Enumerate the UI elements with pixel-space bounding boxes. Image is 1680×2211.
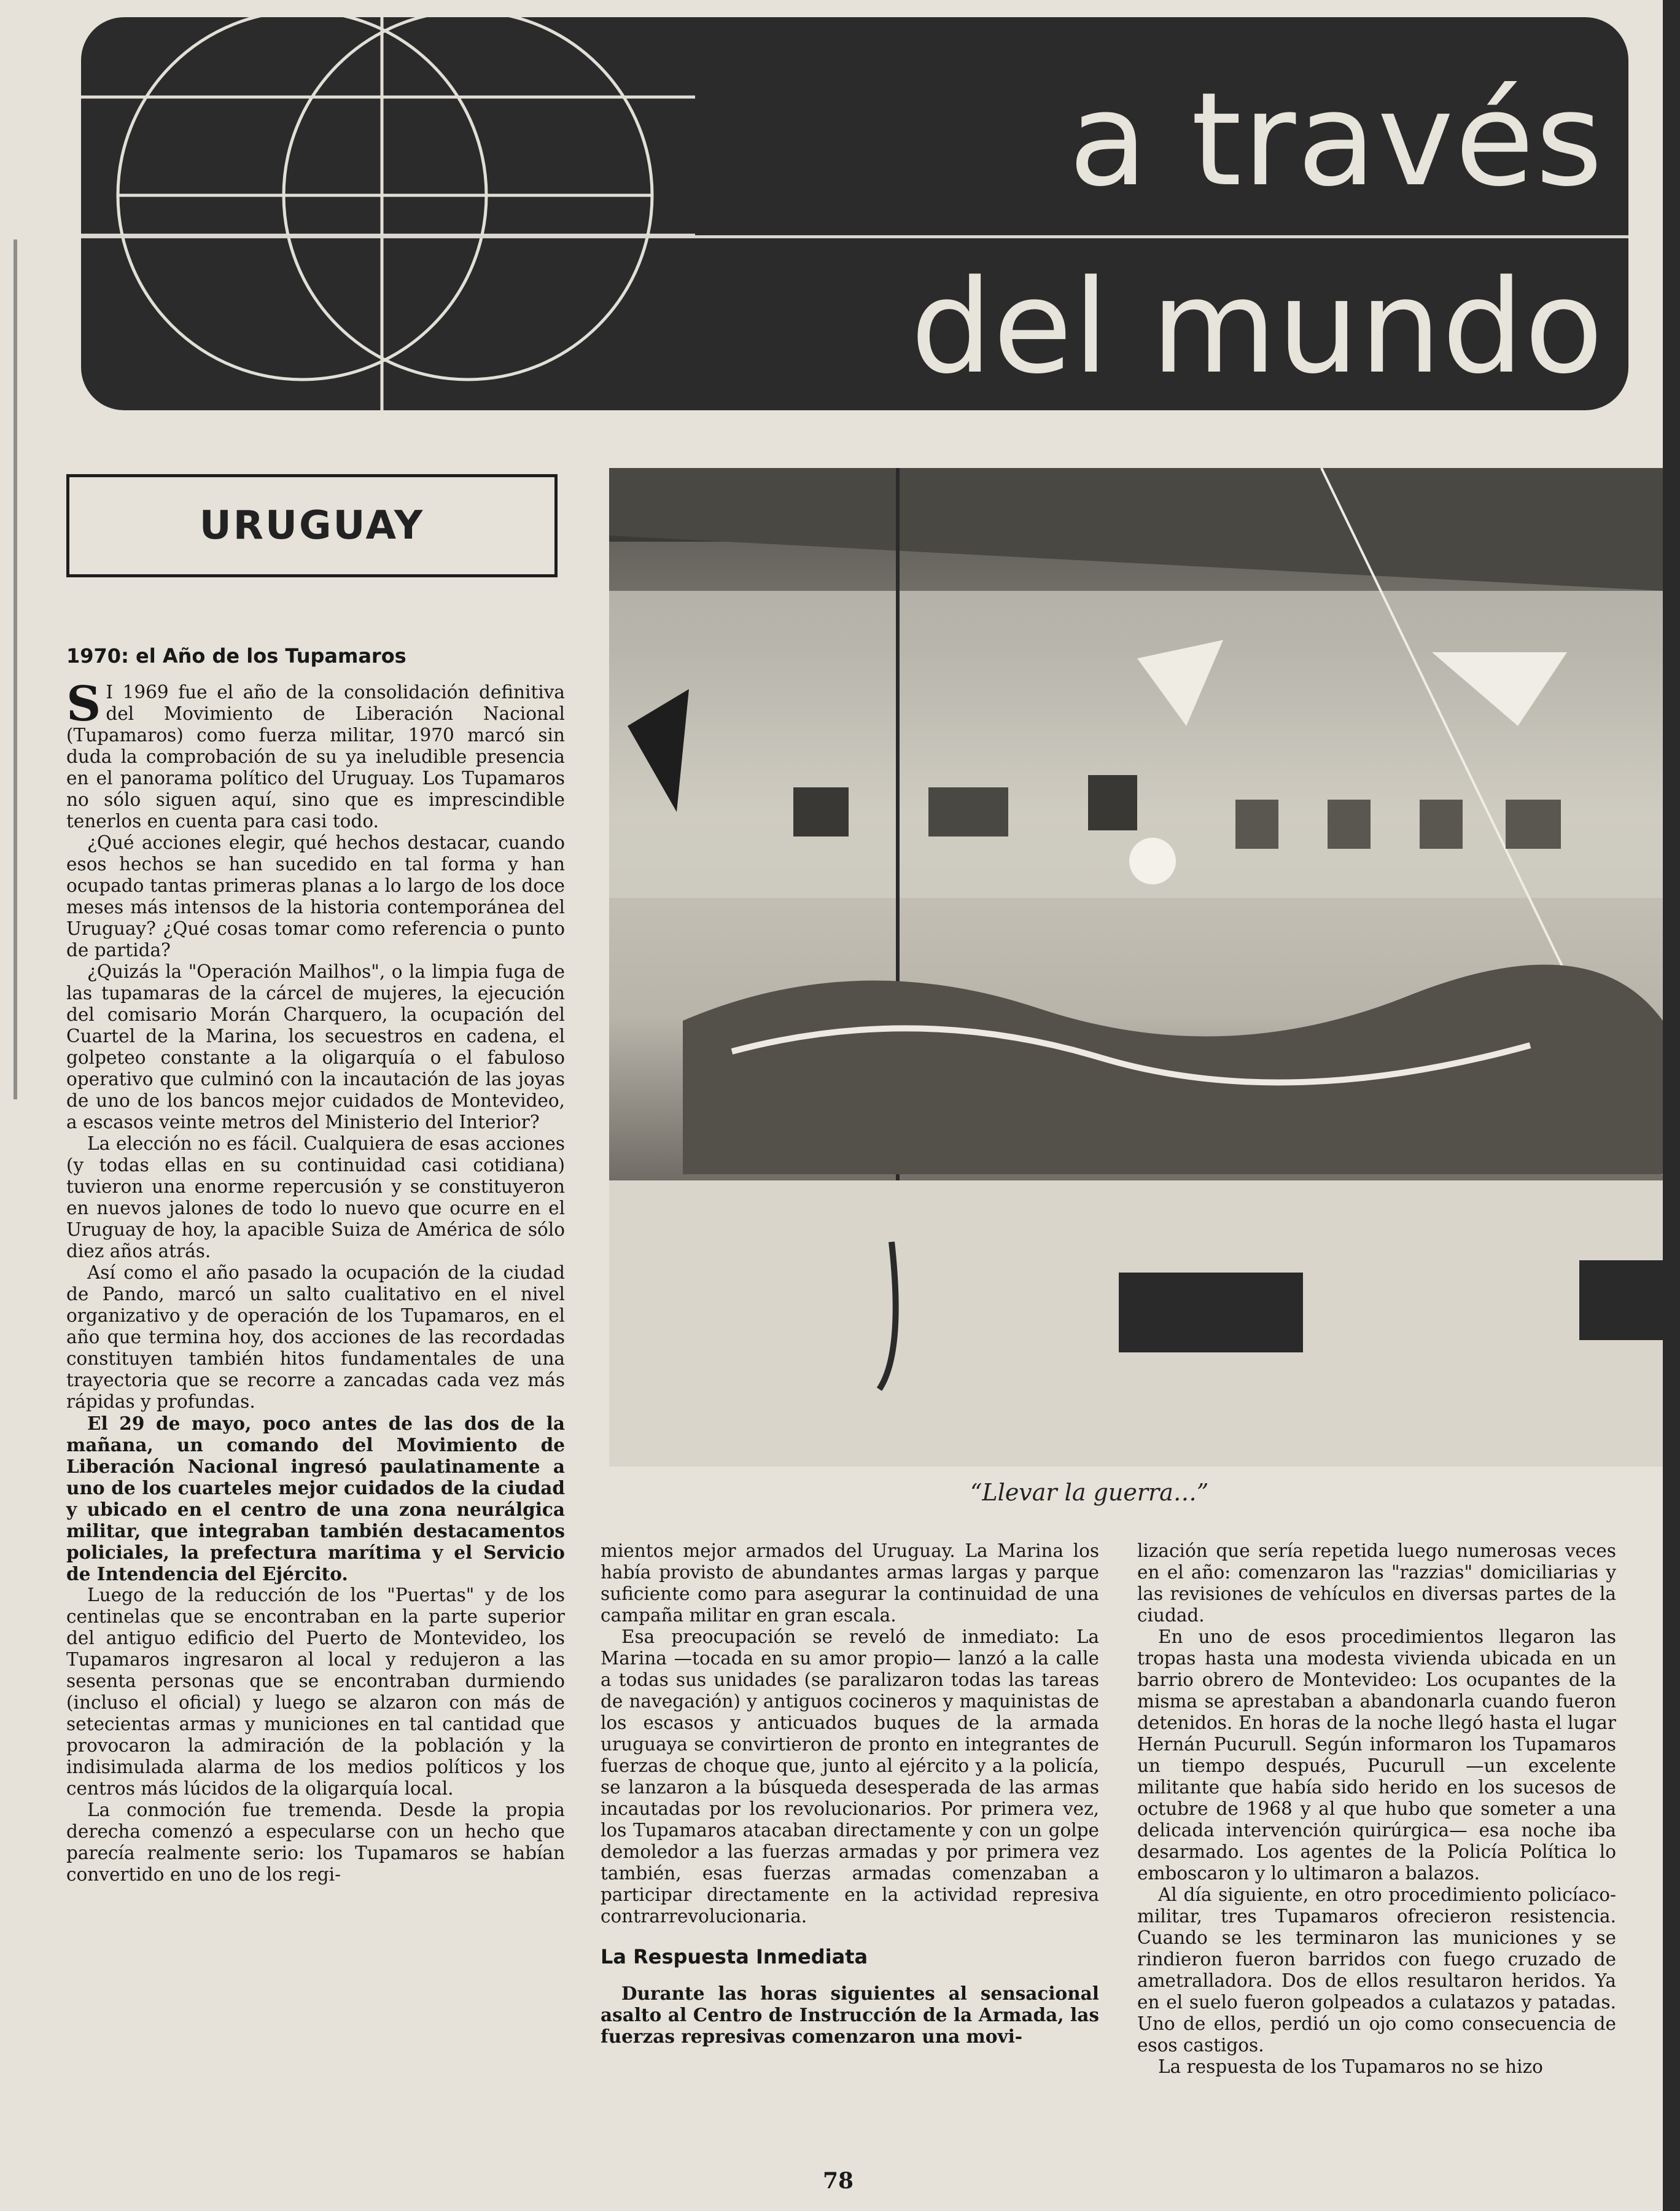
article-column-2 xyxy=(601,1540,1099,2047)
page-spine xyxy=(1663,0,1680,2211)
article-headline: 1970: el Año de los Tupamaros xyxy=(66,644,406,668)
paragraph: El 29 de mayo, poco antes de las dos de la mañana, un comando del Movimiento de Liberación Nacional ingresó paulatinamente a uno de los cuarteles mejor cuidados de la ciudad y ubicado en el centro de una zona neurálgica militar, que integraban también destacamentos policiales, la prefectura marítima y el Servicio de Intendencia del Ejército. xyxy=(66,1413,565,1585)
paragraph: S I 1969 fue el año de la consolidación definitiva del Movimiento de Liberación Nacional (Tupamaros) como fuerza militar, 1970 marcó sin duda la comprobación de su ya ineludible presencia en el panorama político del Uruguay. Los Tupamaros no sólo siguen aquí, sino que es imprescindible tenerlos en cuenta para casi todo. xyxy=(66,676,565,832)
article-column-3 xyxy=(1137,1540,1616,2078)
paragraph: Al día siguiente, en otro procedimiento policíaco-militar, tres Tupamaros ofrecieron resistencia. Cuando se les terminaron las municiones y se rindieron fueron barridos con fuego cruzado de ametralladora. Dos de ellos resultaron heridos. Ya en el suelo fueron golpeados a culatazos y patadas. Uno de ellos, perdió un ojo como consecuencia de esos castigos. xyxy=(1137,1884,1616,2056)
section-label-box xyxy=(66,474,558,577)
paragraph: Durante las horas siguientes al sensacional asalto al Centro de Instrucción de la Armada, las fuerzas represivas comenzaron una movi- xyxy=(601,1983,1099,2047)
masthead-divider xyxy=(81,235,1628,238)
section-label: URUGUAY xyxy=(199,503,425,548)
paragraph: lización que sería repetida luego numerosas veces en el año: comenzaron las "razzias" domiciliarias y las revisiones de vehículos en diversas partes de la ciudad. xyxy=(1137,1540,1616,1626)
paragraph: mientos mejor armados del Uruguay. La Marina los había provisto de abundantes armas largas y parque suficiente como para asegurar la continuidad de una campaña militar en gran escala. xyxy=(601,1540,1099,1626)
photo-caption: “Llevar la guerra…” xyxy=(970,1479,1209,1506)
masthead-title-line2: del mundo xyxy=(910,252,1604,402)
article-subhead: La Respuesta Inmediata xyxy=(601,1945,868,1968)
masthead-title-line1: a través xyxy=(1068,64,1604,215)
paragraph: La elección no es fácil. Cualquiera de esas acciones (y todas ellas en su continuidad casi cotidiana) tuvieron una enorme repercusión y se constituyeron en nuevos jalones de todo lo nuevo que ocurre en el Uruguay de hoy, la apacible Suiza de América de sólo diez años atrás. xyxy=(66,1133,565,1261)
page-edge-mark xyxy=(14,240,17,1099)
drop-cap: S xyxy=(66,676,101,732)
paragraph: Esa preocupación se reveló de inmediato: La Marina —tocada en su amor propio— lanzó a la calle a todas sus unidades (se paralizaron todas las tareas de navegación) y antiguos cocineros y maquinistas de los escasos y anticuados buques de la armada uruguaya se convirtieron de pronto en integrantes de fuerzas de choque que, junto al ejército y a la policía, se lanzaron a la búsqueda desesperada de las armas incautadas por los revolucionarios. Por primera vez, los Tupamaros atacaban directamente y con un golpe demoledor a las fuerzas armadas y por primera vez también, esas fuerzas armadas comenzaban a participar directamente en la actividad represiva contrarrevolucionaria. xyxy=(601,1626,1099,1927)
paragraph: La respuesta de los Tupamaros no se hizo xyxy=(1158,2056,1543,2077)
globe-icon xyxy=(81,17,695,410)
paragraph: ¿Quizás la "Operación Mailhos", o la limpia fuga de las tupamaras de la cárcel de mujeres, la ejecución del comisario Morán Charquero, la ocupación del Cuartel de la Marina, los secuestros en cadena, el golpeteo constante a la oligarquía o el fabuloso operativo que culminó con la incautación de las joyas de uno de los bancos mejor cuidados de Montevideo, a escasos veinte metros del Ministerio del Interior? xyxy=(66,961,565,1133)
paragraph: Así como el año pasado la ocupación de la ciudad de Pando, marcó un salto cualitativo en el nivel organizativo y de operación de los Tupamaros, en el año que termina hoy, dos acciones de las recordadas constituyen también hitos fundamentales de una trayectoria que se recorre a zancadas cada vez más rápidas y profundas. xyxy=(66,1262,565,1412)
paragraph: Luego de la reducción de los "Puertas" y de los centinelas que se encontraban en la parte superior del antiguo edificio del Puerto de Montevideo, los Tupamaros ingresaron al local y redujeron a las sesenta personas que se encontraban durmiendo (incluso el oficial) y luego se alzaron con más de setecientas armas y municiones en tal cantidad que provocaron la admiración de la población y la indisimulada alarma de los medios políticos y los centros más lúcidos de la oligarquía local. xyxy=(66,1585,565,1799)
masthead-banner xyxy=(81,17,1628,410)
page-number: 78 xyxy=(823,2168,854,2194)
photo-scene-illustration xyxy=(609,468,1663,1467)
paragraph: ¿Qué acciones elegir, qué hechos destacar, cuando esos hechos se han sucedido en tal forma y han ocupado tantas primeras planas a lo largo de los doce meses más intensos de la historia contemporánea del Uruguay? ¿Qué cosas tomar como referencia o punto de partida? xyxy=(66,832,565,961)
news-photo xyxy=(609,468,1663,1467)
article-column-1 xyxy=(66,644,565,1885)
paragraph: La conmoción fue tremenda. Desde la propia derecha comenzó a especularse con un hecho que parecía realmente serio: los Tupamaros se habían convertido en uno de los regi- xyxy=(66,1800,565,1885)
paragraph: En uno de esos procedimientos llegaron las tropas hasta una modesta vivienda ubicada en un barrio obrero de Montevideo: Los ocupantes de la misma se aprestaban a abandonarla cuando fueron detenidos. En horas de la noche llegó hasta el lugar Hernán Pucurull. Según informaron los Tupamaros un tiempo después, Pucurull —un excelente militante que había sido herido en los sucesos de octubre de 1968 y al que hubo que someter a una delicada intervención quirúrgica— esa noche iba desarmado. Los agentes de la Policía Política lo emboscaron y lo ultimaron a balazos. xyxy=(1137,1626,1616,1884)
